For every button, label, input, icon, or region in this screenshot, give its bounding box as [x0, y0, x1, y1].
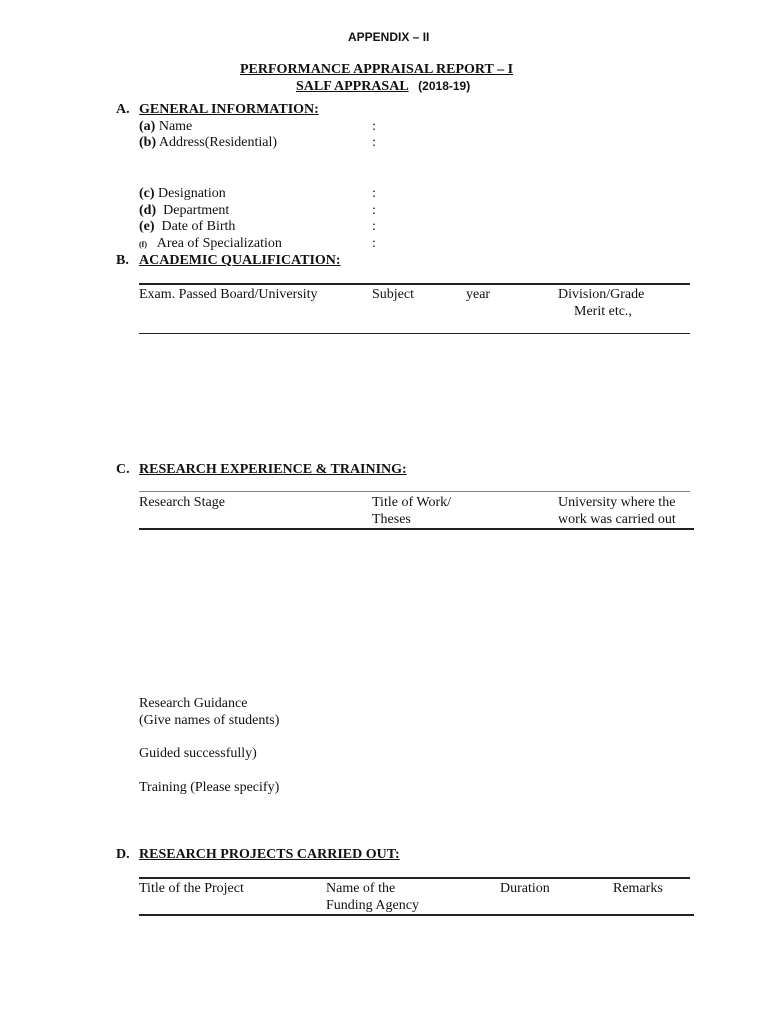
- column-header: University where the: [558, 495, 676, 510]
- column-header: Subject: [372, 287, 414, 302]
- field-label: Department: [163, 203, 230, 218]
- field-marker: (c): [139, 186, 155, 201]
- field-label: Date of Birth: [161, 219, 236, 234]
- subtitle-year: (2018-19): [418, 79, 471, 93]
- column-header: Duration: [500, 881, 550, 896]
- training-label: Training (Please specify): [139, 780, 280, 795]
- section-d-letter: D.: [116, 847, 130, 862]
- research-guidance-label: Research Guidance: [139, 696, 248, 711]
- column-header: Remarks: [613, 881, 663, 896]
- field-label: Area of Specialization: [156, 236, 282, 251]
- appendix-label: APPENDIX – II: [348, 30, 430, 44]
- report-subtitle: [296, 79, 470, 95]
- column-header: Theses: [372, 512, 411, 527]
- table-d-top-rule: [139, 877, 690, 879]
- field-colon: :: [372, 119, 376, 134]
- field-address: [139, 135, 277, 151]
- table-c-bottom-rule: [139, 528, 694, 530]
- section-c-letter: C.: [116, 462, 130, 477]
- table-c-top-rule: [139, 491, 690, 492]
- table-d-bottom-rule: [139, 914, 694, 916]
- report-title: PERFORMANCE APPRAISAL REPORT – I: [240, 62, 514, 77]
- field-label: Address(Residential): [158, 135, 278, 150]
- column-header: Funding Agency: [326, 898, 419, 913]
- column-header: Name of the: [326, 881, 396, 896]
- field-department: [139, 203, 229, 219]
- field-designation: [139, 186, 226, 202]
- section-a-heading: GENERAL INFORMATION:: [139, 102, 319, 117]
- column-header: Title of the Project: [139, 881, 244, 896]
- column-header: Title of Work/: [372, 495, 451, 510]
- field-marker: (b): [139, 135, 157, 150]
- section-c-heading: RESEARCH EXPERIENCE & TRAINING:: [139, 462, 407, 477]
- column-header: work was carried out: [558, 512, 676, 527]
- field-colon: :: [372, 135, 376, 150]
- field-colon: :: [372, 186, 376, 201]
- table-b-bottom-rule: [139, 333, 690, 334]
- section-b-heading: ACADEMIC QUALIFICATION:: [139, 253, 341, 268]
- column-header: Merit etc.,: [574, 304, 632, 319]
- section-b-letter: B.: [116, 253, 129, 268]
- field-marker: (a): [139, 119, 156, 134]
- field-marker: (e): [139, 219, 155, 234]
- table-b-top-rule: [139, 283, 690, 285]
- column-header: Exam. Passed Board/University: [139, 287, 318, 302]
- column-header: Division/Grade: [558, 287, 645, 302]
- field-specialization: [139, 236, 282, 252]
- section-a-letter: A.: [116, 102, 130, 117]
- column-header: Research Stage: [139, 495, 225, 510]
- field-colon: :: [372, 219, 376, 234]
- research-guidance-note: (Give names of students): [139, 713, 280, 728]
- field-label: Name: [158, 119, 193, 134]
- field-dob: [139, 219, 235, 235]
- column-header: year: [466, 287, 491, 302]
- field-marker: (f): [139, 240, 147, 249]
- section-d-heading: RESEARCH PROJECTS CARRIED OUT:: [139, 847, 400, 862]
- subtitle-main: SALF APPRASAL: [296, 79, 409, 94]
- field-colon: :: [372, 236, 376, 251]
- field-colon: :: [372, 203, 376, 218]
- field-marker: (d): [139, 203, 157, 218]
- field-name: [139, 119, 192, 135]
- field-label: Designation: [158, 186, 226, 201]
- guided-successfully-label: Guided successfully): [139, 746, 257, 761]
